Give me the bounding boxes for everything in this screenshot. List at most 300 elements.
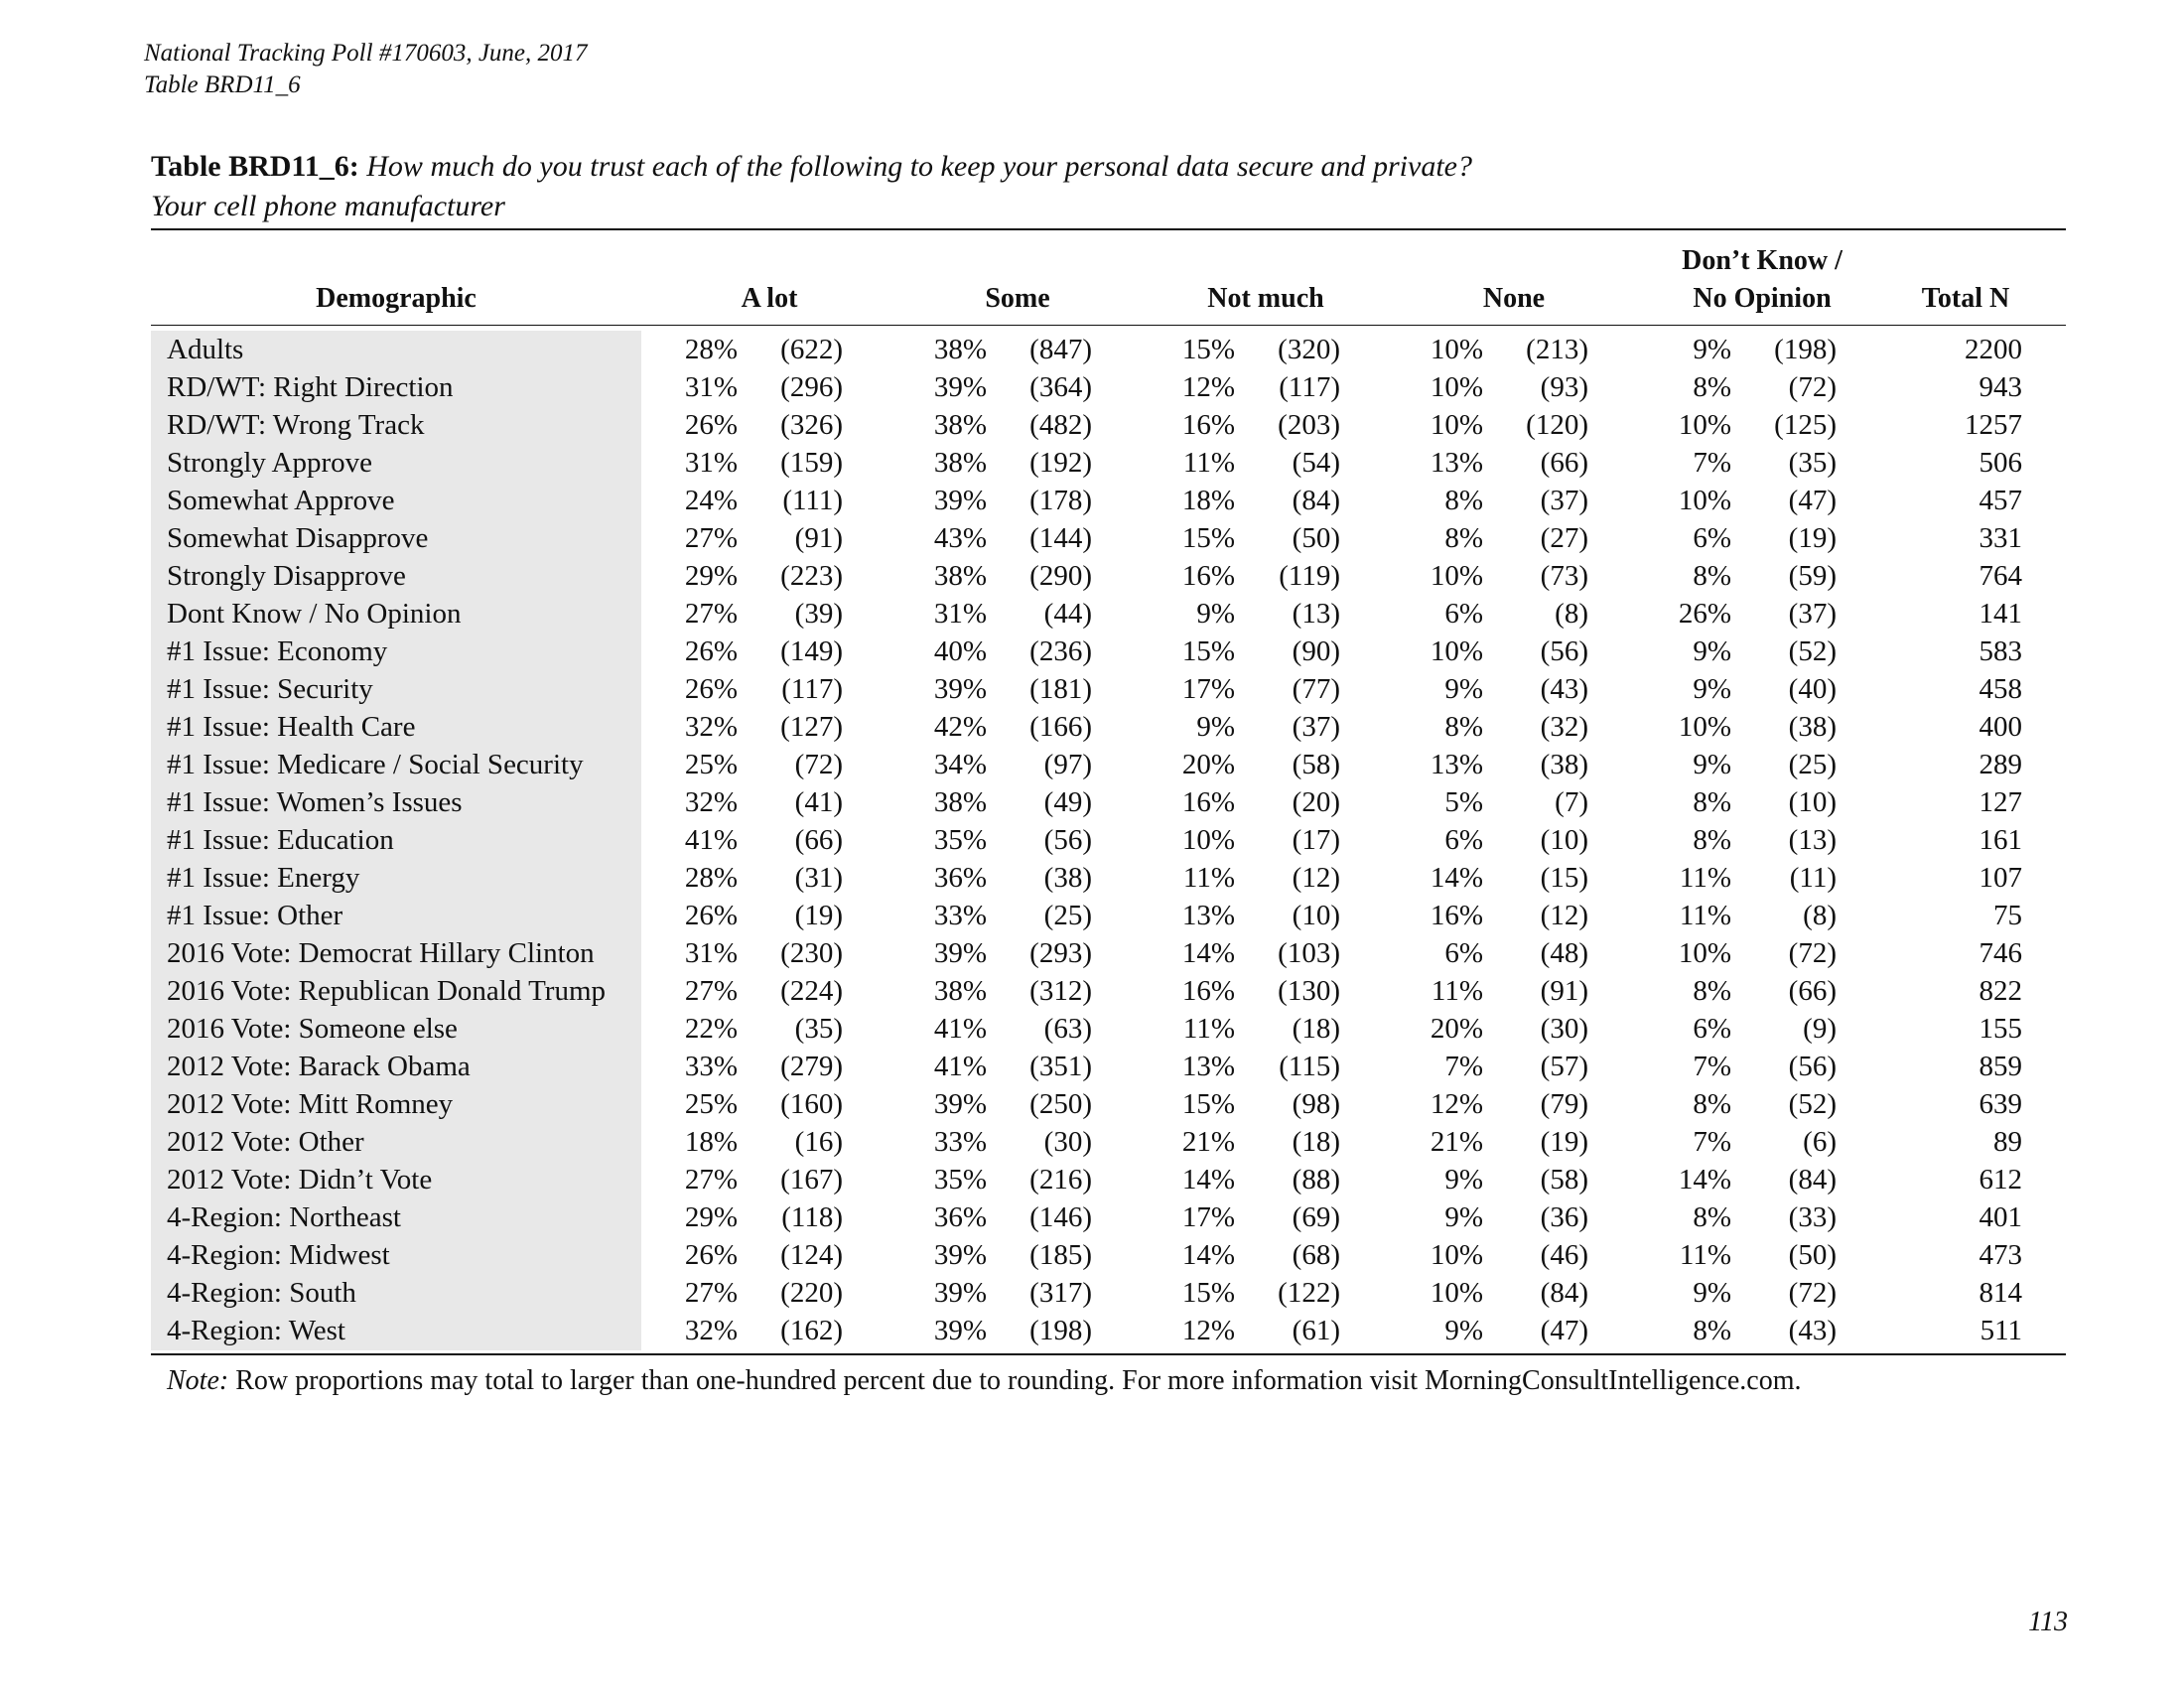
row-label: Dont Know / No Opinion: [167, 598, 462, 630]
cell-total: 457: [1979, 485, 2022, 516]
cell-none-pct: 8%: [1444, 522, 1483, 554]
cell-dk-pct: 14%: [1678, 1164, 1731, 1196]
cell-dk-pct: 10%: [1678, 937, 1731, 969]
cell-some-n: (166): [1029, 711, 1092, 743]
cell-alot-pct: 26%: [684, 1239, 738, 1271]
cell-alot-pct: 22%: [684, 1013, 738, 1045]
cell-alot-n: (167): [780, 1164, 843, 1196]
column-header-total-n: Total N: [1921, 283, 2010, 314]
cell-none-n: (48): [1540, 937, 1588, 969]
cell-none-n: (37): [1540, 485, 1588, 516]
cell-none-pct: 6%: [1444, 937, 1483, 969]
cell-notmuch-pct: 11%: [1182, 1013, 1235, 1045]
cell-none-n: (19): [1540, 1126, 1588, 1158]
cell-dk-n: (40): [1788, 673, 1837, 705]
cell-some-pct: 38%: [933, 409, 987, 441]
cell-alot-n: (66): [794, 824, 843, 856]
row-label: Somewhat Disapprove: [167, 522, 429, 554]
cell-some-n: (146): [1029, 1201, 1092, 1233]
row-label: 2012 Vote: Mitt Romney: [167, 1088, 454, 1120]
cell-some-pct: 39%: [933, 371, 987, 403]
cell-dk-n: (47): [1788, 485, 1837, 516]
cell-total: 511: [1979, 1315, 2022, 1346]
cell-notmuch-n: (84): [1292, 485, 1340, 516]
cell-some-pct: 42%: [933, 711, 987, 743]
table-row: [0, 859, 2184, 897]
column-header-not-much: Not much: [1207, 283, 1324, 314]
cell-notmuch-n: (203): [1278, 409, 1340, 441]
cell-dk-n: (198): [1774, 334, 1837, 365]
cell-notmuch-pct: 11%: [1182, 862, 1235, 894]
cell-notmuch-n: (54): [1292, 447, 1340, 479]
cell-none-n: (93): [1540, 371, 1588, 403]
header-rule: [151, 325, 2066, 326]
column-header-none: None: [1482, 283, 1546, 314]
cell-some-n: (847): [1029, 334, 1092, 365]
cell-total: 127: [1979, 786, 2022, 818]
cell-some-pct: 35%: [933, 824, 987, 856]
cell-total: 141: [1979, 598, 2022, 630]
cell-dk-n: (10): [1788, 786, 1837, 818]
cell-notmuch-pct: 16%: [1181, 560, 1235, 592]
column-header-a-lot: A lot: [741, 283, 798, 314]
table-row: [0, 1198, 2184, 1236]
table-row: [0, 482, 2184, 519]
cell-none-pct: 14%: [1430, 862, 1483, 894]
row-label: 2012 Vote: Barack Obama: [167, 1051, 471, 1082]
cell-total: 458: [1979, 673, 2022, 705]
table-id: Table BRD11_6: [144, 71, 301, 98]
bottom-rule: [151, 1353, 2066, 1355]
cell-alot-n: (159): [780, 447, 843, 479]
cell-none-pct: 10%: [1430, 334, 1483, 365]
cell-some-n: (49): [1043, 786, 1092, 818]
cell-dk-pct: 8%: [1693, 824, 1731, 856]
row-label: Strongly Disapprove: [167, 560, 406, 592]
cell-notmuch-pct: 21%: [1181, 1126, 1235, 1158]
cell-alot-n: (35): [794, 1013, 843, 1045]
table-row: [0, 557, 2184, 595]
row-label: Strongly Approve: [167, 447, 373, 479]
table-row: [0, 444, 2184, 482]
cell-dk-n: (72): [1788, 937, 1837, 969]
cell-notmuch-n: (58): [1292, 749, 1340, 780]
cell-alot-n: (72): [794, 749, 843, 780]
cell-alot-pct: 27%: [684, 598, 738, 630]
cell-dk-pct: 9%: [1693, 1277, 1731, 1309]
cell-alot-pct: 31%: [684, 371, 738, 403]
table-subtitle: Your cell phone manufacturer: [151, 190, 505, 222]
cell-alot-pct: 25%: [684, 1088, 738, 1120]
cell-dk-pct: 26%: [1678, 598, 1731, 630]
cell-total: 506: [1979, 447, 2022, 479]
cell-some-pct: 36%: [933, 1201, 987, 1233]
cell-notmuch-n: (18): [1292, 1126, 1340, 1158]
cell-alot-n: (230): [780, 937, 843, 969]
row-label: #1 Issue: Health Care: [167, 711, 416, 743]
cell-alot-n: (622): [780, 334, 843, 365]
cell-some-n: (236): [1029, 635, 1092, 667]
cell-some-pct: 35%: [933, 1164, 987, 1196]
cell-dk-pct: 9%: [1693, 635, 1731, 667]
cell-some-n: (482): [1029, 409, 1092, 441]
cell-alot-pct: 27%: [684, 1164, 738, 1196]
table-row: [0, 934, 2184, 972]
cell-none-pct: 21%: [1430, 1126, 1483, 1158]
cell-none-n: (73): [1540, 560, 1588, 592]
cell-none-pct: 20%: [1430, 1013, 1483, 1045]
cell-dk-n: (72): [1788, 1277, 1837, 1309]
cell-notmuch-pct: 15%: [1181, 635, 1235, 667]
cell-none-pct: 10%: [1430, 1239, 1483, 1271]
cell-some-n: (364): [1029, 371, 1092, 403]
cell-alot-n: (19): [794, 900, 843, 931]
cell-dk-pct: 11%: [1679, 862, 1731, 894]
cell-dk-n: (72): [1788, 371, 1837, 403]
cell-total: 289: [1979, 749, 2022, 780]
cell-dk-pct: 8%: [1693, 1315, 1731, 1346]
cell-alot-n: (41): [794, 786, 843, 818]
cell-dk-n: (19): [1788, 522, 1837, 554]
cell-total: 943: [1979, 371, 2022, 403]
cell-alot-pct: 32%: [684, 786, 738, 818]
cell-notmuch-n: (98): [1292, 1088, 1340, 1120]
cell-some-pct: 38%: [933, 975, 987, 1007]
cell-alot-pct: 31%: [684, 937, 738, 969]
table-row: [0, 783, 2184, 821]
cell-some-n: (38): [1043, 862, 1092, 894]
cell-dk-n: (35): [1788, 447, 1837, 479]
cell-dk-pct: 11%: [1679, 900, 1731, 931]
cell-none-pct: 9%: [1444, 1315, 1483, 1346]
cell-none-pct: 6%: [1444, 824, 1483, 856]
cell-notmuch-n: (37): [1292, 711, 1340, 743]
cell-some-n: (192): [1029, 447, 1092, 479]
cell-none-pct: 10%: [1430, 371, 1483, 403]
page-header: [144, 38, 588, 101]
cell-dk-pct: 9%: [1693, 673, 1731, 705]
cell-some-n: (317): [1029, 1277, 1092, 1309]
cell-none-n: (32): [1540, 711, 1588, 743]
cell-dk-n: (52): [1788, 635, 1837, 667]
cell-some-pct: 38%: [933, 334, 987, 365]
cell-notmuch-pct: 14%: [1181, 937, 1235, 969]
cell-none-n: (91): [1540, 975, 1588, 1007]
table-row: [0, 972, 2184, 1010]
cell-total: 746: [1979, 937, 2022, 969]
cell-notmuch-pct: 12%: [1181, 371, 1235, 403]
cell-total: 612: [1979, 1164, 2022, 1196]
cell-none-n: (38): [1540, 749, 1588, 780]
cell-dk-n: (50): [1788, 1239, 1837, 1271]
cell-total: 401: [1979, 1201, 2022, 1233]
cell-dk-pct: 7%: [1693, 1126, 1731, 1158]
cell-none-n: (84): [1540, 1277, 1588, 1309]
cell-notmuch-n: (50): [1292, 522, 1340, 554]
cell-notmuch-n: (90): [1292, 635, 1340, 667]
cell-notmuch-n: (119): [1279, 560, 1340, 592]
row-label: 2016 Vote: Republican Donald Trump: [167, 975, 606, 1007]
row-label: #1 Issue: Medicare / Social Security: [167, 749, 584, 780]
cell-alot-pct: 26%: [684, 900, 738, 931]
cell-some-pct: 39%: [933, 1088, 987, 1120]
cell-some-pct: 38%: [933, 786, 987, 818]
cell-some-pct: 39%: [933, 485, 987, 516]
row-label: RD/WT: Right Direction: [167, 371, 454, 403]
cell-dk-pct: 10%: [1678, 485, 1731, 516]
cell-notmuch-n: (88): [1292, 1164, 1340, 1196]
cell-dk-n: (43): [1788, 1315, 1837, 1346]
table-label: Table BRD11_6:: [151, 150, 359, 183]
cell-dk-n: (59): [1788, 560, 1837, 592]
cell-dk-pct: 8%: [1693, 560, 1731, 592]
cell-dk-n: (66): [1788, 975, 1837, 1007]
cell-alot-pct: 26%: [684, 635, 738, 667]
cell-notmuch-pct: 10%: [1181, 824, 1235, 856]
cell-alot-pct: 25%: [684, 749, 738, 780]
row-label: 2012 Vote: Didn’t Vote: [167, 1164, 433, 1196]
cell-notmuch-pct: 16%: [1181, 975, 1235, 1007]
cell-alot-n: (39): [794, 598, 843, 630]
cell-alot-pct: 33%: [684, 1051, 738, 1082]
cell-alot-n: (127): [780, 711, 843, 743]
cell-total: 2200: [1965, 334, 2022, 365]
cell-dk-pct: 7%: [1693, 1051, 1731, 1082]
row-label: 4-Region: West: [167, 1315, 345, 1346]
cell-alot-n: (296): [780, 371, 843, 403]
table-question: How much do you trust each of the following to keep your personal data secure and private?: [366, 150, 1472, 183]
cell-none-n: (12): [1540, 900, 1588, 931]
cell-notmuch-n: (10): [1292, 900, 1340, 931]
cell-notmuch-pct: 17%: [1181, 1201, 1235, 1233]
cell-none-n: (46): [1540, 1239, 1588, 1271]
cell-alot-pct: 27%: [684, 975, 738, 1007]
cell-none-n: (15): [1540, 862, 1588, 894]
column-header-some: Some: [985, 283, 1050, 314]
cell-none-pct: 9%: [1444, 1164, 1483, 1196]
cell-total: 583: [1979, 635, 2022, 667]
cell-notmuch-n: (103): [1278, 937, 1340, 969]
cell-dk-n: (11): [1789, 862, 1837, 894]
cell-some-pct: 34%: [933, 749, 987, 780]
table-note: [167, 1363, 1802, 1399]
row-label: #1 Issue: Economy: [167, 635, 388, 667]
row-label: Adults: [167, 334, 244, 365]
cell-alot-pct: 29%: [684, 1201, 738, 1233]
table-row: [0, 1048, 2184, 1085]
cell-none-n: (7): [1555, 786, 1588, 818]
cell-notmuch-pct: 17%: [1181, 673, 1235, 705]
table-row: [0, 1161, 2184, 1198]
cell-total: 400: [1979, 711, 2022, 743]
cell-notmuch-pct: 9%: [1196, 598, 1235, 630]
cell-dk-pct: 7%: [1693, 447, 1731, 479]
cell-alot-n: (326): [780, 409, 843, 441]
cell-dk-pct: 8%: [1693, 1201, 1731, 1233]
cell-some-n: (293): [1029, 937, 1092, 969]
cell-none-pct: 5%: [1444, 786, 1483, 818]
cell-notmuch-n: (12): [1292, 862, 1340, 894]
cell-none-n: (30): [1540, 1013, 1588, 1045]
cell-total: 331: [1979, 522, 2022, 554]
cell-dk-pct: 8%: [1693, 786, 1731, 818]
cell-some-n: (144): [1029, 522, 1092, 554]
cell-notmuch-pct: 18%: [1181, 485, 1235, 516]
cell-notmuch-n: (117): [1279, 371, 1340, 403]
page-number: 113: [2028, 1607, 2068, 1637]
cell-some-n: (63): [1043, 1013, 1092, 1045]
cell-none-n: (58): [1540, 1164, 1588, 1196]
cell-dk-n: (33): [1788, 1201, 1837, 1233]
cell-alot-n: (224): [780, 975, 843, 1007]
cell-dk-n: (6): [1803, 1126, 1837, 1158]
cell-notmuch-pct: 15%: [1181, 1277, 1235, 1309]
cell-notmuch-n: (69): [1292, 1201, 1340, 1233]
cell-some-pct: 39%: [933, 937, 987, 969]
table-row: [0, 633, 2184, 670]
cell-alot-pct: 28%: [684, 862, 738, 894]
cell-none-n: (79): [1540, 1088, 1588, 1120]
cell-notmuch-n: (130): [1278, 975, 1340, 1007]
cell-some-pct: 39%: [933, 673, 987, 705]
cell-some-pct: 38%: [933, 447, 987, 479]
cell-alot-pct: 26%: [684, 673, 738, 705]
cell-none-pct: 9%: [1444, 1201, 1483, 1233]
cell-alot-n: (149): [780, 635, 843, 667]
row-label: 4-Region: Northeast: [167, 1201, 401, 1233]
note-text: Row proportions may total to larger than one-hundred percent due to rounding. For more information visit MorningConsultIntelligence.com.: [235, 1365, 1802, 1396]
cell-alot-pct: 28%: [684, 334, 738, 365]
cell-some-pct: 39%: [933, 1239, 987, 1271]
table-row: [0, 1085, 2184, 1123]
table-row: [0, 406, 2184, 444]
cell-notmuch-pct: 13%: [1181, 1051, 1235, 1082]
cell-notmuch-n: (61): [1292, 1315, 1340, 1346]
cell-dk-pct: 9%: [1693, 749, 1731, 780]
cell-notmuch-pct: 14%: [1181, 1239, 1235, 1271]
cell-notmuch-pct: 16%: [1181, 786, 1235, 818]
cell-notmuch-pct: 15%: [1181, 334, 1235, 365]
cell-some-n: (290): [1029, 560, 1092, 592]
cell-total: 473: [1979, 1239, 2022, 1271]
cell-none-n: (27): [1540, 522, 1588, 554]
cell-dk-n: (84): [1788, 1164, 1837, 1196]
cell-none-pct: 11%: [1431, 975, 1483, 1007]
cell-alot-n: (111): [782, 485, 843, 516]
row-label: 2016 Vote: Democrat Hillary Clinton: [167, 937, 595, 969]
cell-none-n: (120): [1526, 409, 1588, 441]
row-label: #1 Issue: Other: [167, 900, 343, 931]
cell-none-pct: 6%: [1444, 598, 1483, 630]
table-row: [0, 368, 2184, 406]
cell-dk-n: (37): [1788, 598, 1837, 630]
cell-some-pct: 39%: [933, 1315, 987, 1346]
cell-some-n: (351): [1029, 1051, 1092, 1082]
cell-some-pct: 41%: [933, 1051, 987, 1082]
cell-dk-n: (8): [1803, 900, 1837, 931]
cell-some-n: (44): [1043, 598, 1092, 630]
table-row: [0, 595, 2184, 633]
table-body: [0, 331, 2184, 1349]
cell-none-pct: 13%: [1430, 749, 1483, 780]
table-row: [0, 1274, 2184, 1312]
table-title: [151, 147, 1472, 226]
cell-total: 75: [1993, 900, 2022, 931]
cell-some-n: (250): [1029, 1088, 1092, 1120]
cell-none-pct: 16%: [1430, 900, 1483, 931]
cell-notmuch-pct: 9%: [1196, 711, 1235, 743]
table-row: [0, 1312, 2184, 1349]
cell-none-pct: 10%: [1430, 1277, 1483, 1309]
cell-some-pct: 33%: [933, 900, 987, 931]
cell-total: 859: [1979, 1051, 2022, 1082]
cell-some-pct: 40%: [933, 635, 987, 667]
row-label: #1 Issue: Education: [167, 824, 394, 856]
cell-dk-n: (38): [1788, 711, 1837, 743]
cell-none-n: (213): [1526, 334, 1588, 365]
cell-notmuch-pct: 16%: [1181, 409, 1235, 441]
cell-some-pct: 38%: [933, 560, 987, 592]
row-label: #1 Issue: Security: [167, 673, 373, 705]
cell-dk-pct: 10%: [1678, 711, 1731, 743]
cell-notmuch-n: (115): [1279, 1051, 1340, 1082]
cell-dk-n: (13): [1788, 824, 1837, 856]
cell-notmuch-pct: 11%: [1182, 447, 1235, 479]
cell-some-n: (198): [1029, 1315, 1092, 1346]
cell-alot-n: (124): [780, 1239, 843, 1271]
top-rule: [151, 228, 2066, 230]
cell-notmuch-n: (18): [1292, 1013, 1340, 1045]
note-label: Note:: [167, 1365, 229, 1396]
table-row: [0, 1010, 2184, 1048]
cell-total: 1257: [1965, 409, 2022, 441]
cell-alot-n: (279): [780, 1051, 843, 1082]
cell-notmuch-n: (13): [1292, 598, 1340, 630]
table-row: [0, 670, 2184, 708]
cell-alot-pct: 32%: [684, 1315, 738, 1346]
column-header-demographic: Demographic: [316, 283, 477, 314]
cell-some-pct: 31%: [933, 598, 987, 630]
cell-total: 814: [1979, 1277, 2022, 1309]
cell-dk-pct: 6%: [1693, 522, 1731, 554]
cell-total: 155: [1979, 1013, 2022, 1045]
cell-none-pct: 8%: [1444, 711, 1483, 743]
table-row: [0, 708, 2184, 746]
row-label: #1 Issue: Energy: [167, 862, 360, 894]
cell-none-n: (36): [1540, 1201, 1588, 1233]
cell-none-pct: 12%: [1430, 1088, 1483, 1120]
cell-notmuch-pct: 14%: [1181, 1164, 1235, 1196]
table-row: [0, 1236, 2184, 1274]
cell-some-pct: 33%: [933, 1126, 987, 1158]
cell-total: 89: [1993, 1126, 2022, 1158]
cell-dk-pct: 9%: [1693, 334, 1731, 365]
cell-some-pct: 41%: [933, 1013, 987, 1045]
cell-alot-n: (160): [780, 1088, 843, 1120]
table-row: [0, 897, 2184, 934]
cell-none-pct: 10%: [1430, 560, 1483, 592]
cell-dk-pct: 6%: [1693, 1013, 1731, 1045]
cell-alot-n: (220): [780, 1277, 843, 1309]
row-label: 2016 Vote: Someone else: [167, 1013, 458, 1045]
cell-notmuch-n: (68): [1292, 1239, 1340, 1271]
table-row: [0, 746, 2184, 783]
cell-none-n: (8): [1555, 598, 1588, 630]
cell-none-n: (43): [1540, 673, 1588, 705]
cell-none-pct: 7%: [1444, 1051, 1483, 1082]
cell-some-n: (178): [1029, 485, 1092, 516]
cell-none-n: (66): [1540, 447, 1588, 479]
